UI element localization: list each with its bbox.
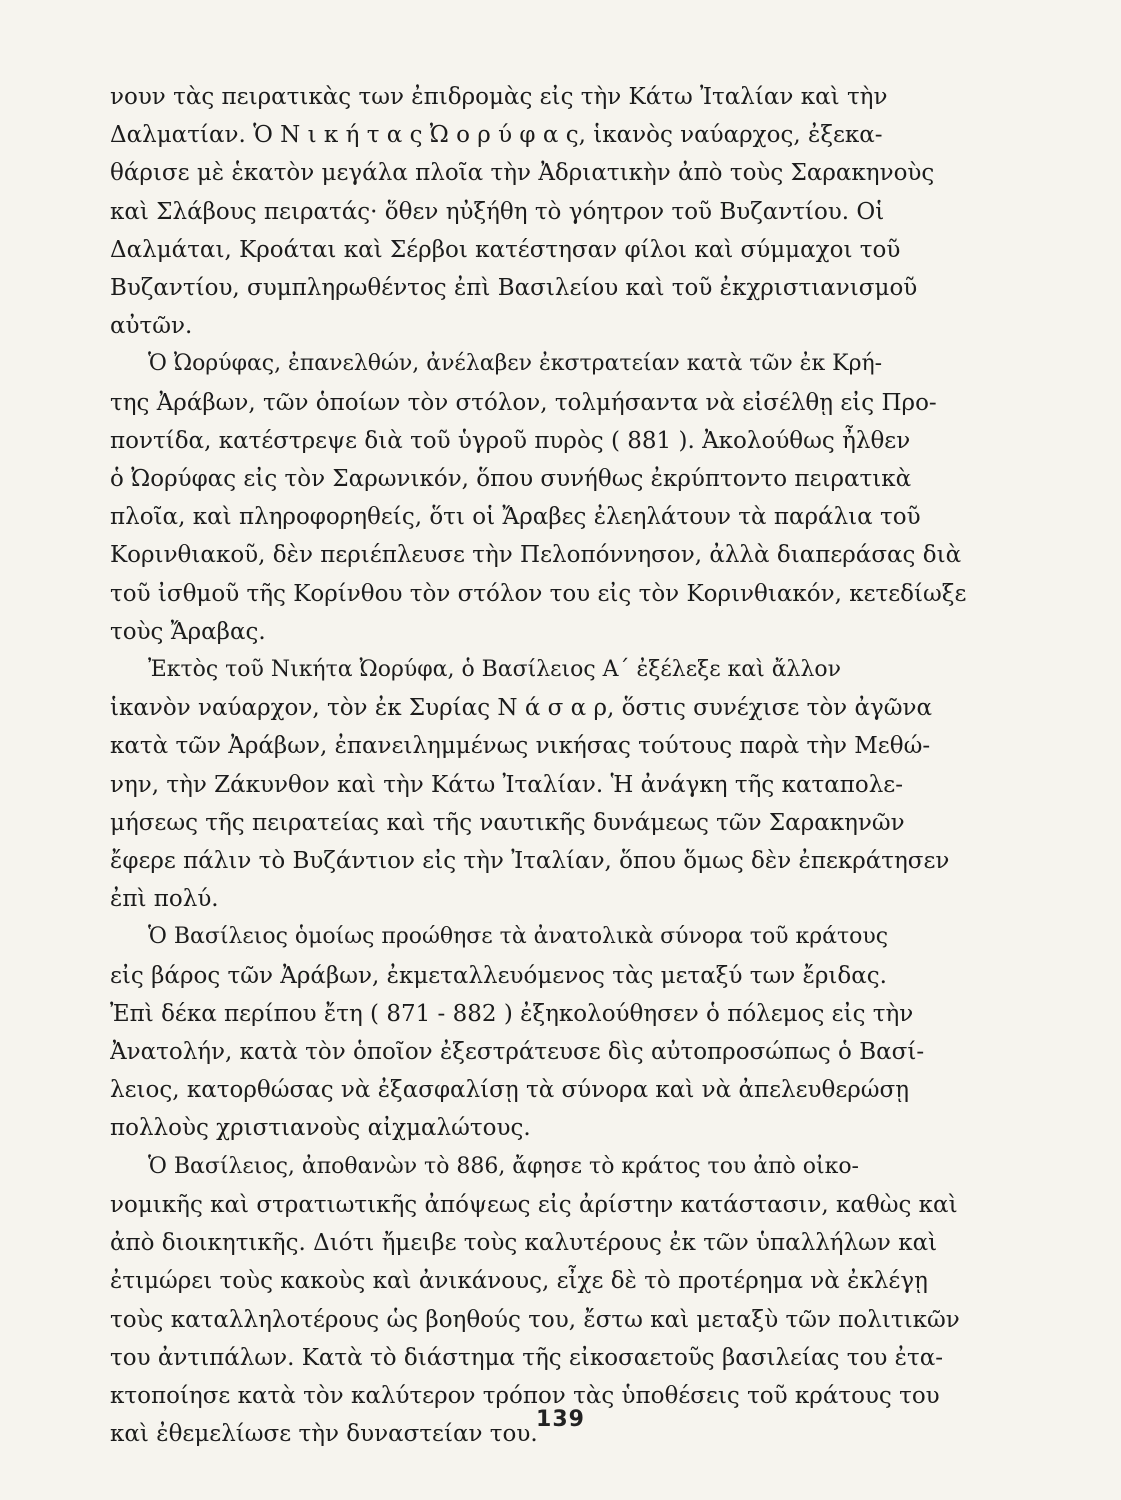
text-line: ἐτιμώρει τοὺς κακοὺς καὶ ἀνικάνους, εἶχε δὲ τὸ προτέρημα νὰ ἐκλέγῃ	[110, 1268, 928, 1295]
text-line: κτοποίησε κατὰ τὸν καλύτερον τρόπον τὰς ὑποθέσεις τοῦ κράτους του	[110, 1382, 940, 1409]
text-line: πολλοὺς χριστιανοὺς αἰχμαλώτους.	[110, 1115, 531, 1142]
text-line: Δαλμάται, Κροάται καὶ Σέρβοι κατέστησαν φίλοι καὶ σύμμαχοι τοῦ	[110, 236, 901, 263]
text-line: ἐπὶ πολύ.	[110, 886, 219, 913]
text-line: Ἐπὶ δέκα περίπου ἔτη ( 871 - 882 ) ἐξηκολούθησεν ὁ πόλεμος εἰς τὴν	[110, 1000, 914, 1027]
text-line: καὶ Σλάβους πειρατάς· ὅθεν ηὐξήθη τὸ γόητρον τοῦ Βυζαντίου. Οἱ	[110, 198, 885, 225]
text-line: τοὺς καταλληλοτέρους ὡς βοηθούς του, ἔστω καὶ μεταξὺ τῶν πολιτικῶν	[110, 1306, 960, 1333]
text-line: της Ἀράβων, τῶν ὁποίων τὸν στόλον, τολμήσαντα νὰ εἰσέλθῃ εἰς Προ-	[110, 389, 937, 416]
text-line: αὐτῶν.	[110, 313, 193, 340]
text-line: του ἀντιπάλων. Κατὰ τὸ διάστημα τῆς εἰκοσαετοῦς βασιλείας του ἐτα-	[110, 1344, 944, 1371]
text-line: νην, τὴν Ζάκυνθον καὶ τὴν Κάτω Ἰταλίαν. Ἡ ἀνάγκη τῆς καταπολε-	[110, 771, 903, 798]
text-line: μήσεως τῆς πειρατείας καὶ τῆς ναυτικῆς δυνάμεως τῶν Σαρακηνῶν	[110, 809, 905, 836]
body-text	[110, 78, 970, 1453]
text-line: Ὁ Βασίλειος, ἀποθανὼν τὸ 886, ἄφησε τὸ κράτος του ἀπὸ οἰκο-	[148, 1153, 859, 1179]
page-number: 139	[536, 1407, 585, 1432]
text-line: εἰς βάρος τῶν Ἀράβων, ἐκμεταλλευόμενος τὰς μεταξύ των ἔριδας.	[110, 962, 887, 989]
text-line: καὶ ἐθεμελίωσε τὴν δυναστείαν του.	[110, 1421, 538, 1448]
text-line: Βυζαντίου, συμπληρωθέντος ἐπὶ Βασιλείου καὶ τοῦ ἐκχριστιανισμοῦ	[110, 275, 918, 302]
text-line: ὁ Ὠορύφας εἰς τὸν Σαρωνικόν, ὅπου συνήθως ἐκρύπτοντο πειρατικὰ	[110, 466, 912, 493]
text-line: ποντίδα, κατέστρεψε διὰ τοῦ ὑγροῦ πυρὸς ( 881 ). Ἀκολούθως ἦλθεν	[110, 427, 911, 454]
text-line: τοὺς Ἄραβας.	[110, 618, 266, 645]
text-line: Ὁ Βασίλειος ὁμοίως προώθησε τὰ ἀνατολικὰ σύνορα τοῦ κράτους	[148, 924, 889, 950]
text-line: Ἐκτὸς τοῦ Νικήτα Ὠορύφα, ὁ Βασίλειος Α΄ ἐξέλεξε καὶ ἄλλον	[148, 657, 841, 683]
text-line: νομικῆς καὶ στρατιωτικῆς ἀπόψεως εἰς ἀρίστην κατάστασιν, καθὼς καὶ	[110, 1191, 958, 1218]
text-line: πλοῖα, καὶ πληροφορηθείς, ὅτι οἱ Ἄραβες ἐλεηλάτουν τὰ παράλια τοῦ	[110, 504, 921, 531]
text-line: θάρισε μὲ ἑκατὸν μεγάλα πλοῖα τὴν Ἀδριατικὴν ἀπὸ τοὺς Σαρακηνοὺς	[110, 160, 935, 187]
text-line: νουν τὰς πειρατικὰς των ἐπιδρομὰς εἰς τὴν Κάτω Ἰταλίαν καὶ τὴν	[110, 84, 888, 110]
text-line: τοῦ ἰσθμοῦ τῆς Κορίνθου τὸν στόλον του εἰς τὸν Κορινθιακόν, κετεδίωξε	[110, 580, 967, 607]
text-line: ἱκανὸν ναύαρχον, τὸν ἐκ Συρίας Ν ά σ α ρ, ὅστις συνέχισε τὸν ἀγῶνα	[110, 695, 933, 722]
text-line: Κορινθιακοῦ, δὲν περιέπλευσε τὴν Πελοπόννησον, ἀλλὰ διαπεράσας διὰ	[110, 542, 962, 569]
text-line: ἀπὸ διοικητικῆς. Διότι ἤμειβε τοὺς καλυτέρους ἐκ τῶν ὑπαλλήλων καὶ	[110, 1230, 938, 1257]
text-line: ἔφερε πάλιν τὸ Βυζάντιον εἰς τὴν Ἰταλίαν, ὅπου ὅμως δὲν ἐπεκράτησεν	[110, 848, 950, 875]
text-line: Δαλματίαν. Ὁ Ν ι κ ή τ α ς Ὠ ο ρ ύ φ α ς, ἱκανὸς ναύαρχος, ἐξεκα-	[110, 122, 883, 149]
text-line: Ὁ Ὠορύφας, ἐπανελθών, ἀνέλαβεν ἐκστρατείαν κατὰ τῶν ἐκ Κρή-	[148, 351, 883, 377]
text-line: λειος, κατορθώσας νὰ ἐξασφαλίσῃ τὰ σύνορα καὶ νὰ ἀπελευθερώσῃ	[110, 1077, 910, 1104]
text-line: κατὰ τῶν Ἀράβων, ἐπανειλημμένως νικήσας τούτους παρὰ τὴν Μεθώ-	[110, 733, 931, 760]
text-line: Ἀνατολήν, κατὰ τὸν ὁποῖον ἐξεστράτευσε δὶς αὐτοπροσώπως ὁ Βασί-	[110, 1039, 925, 1066]
